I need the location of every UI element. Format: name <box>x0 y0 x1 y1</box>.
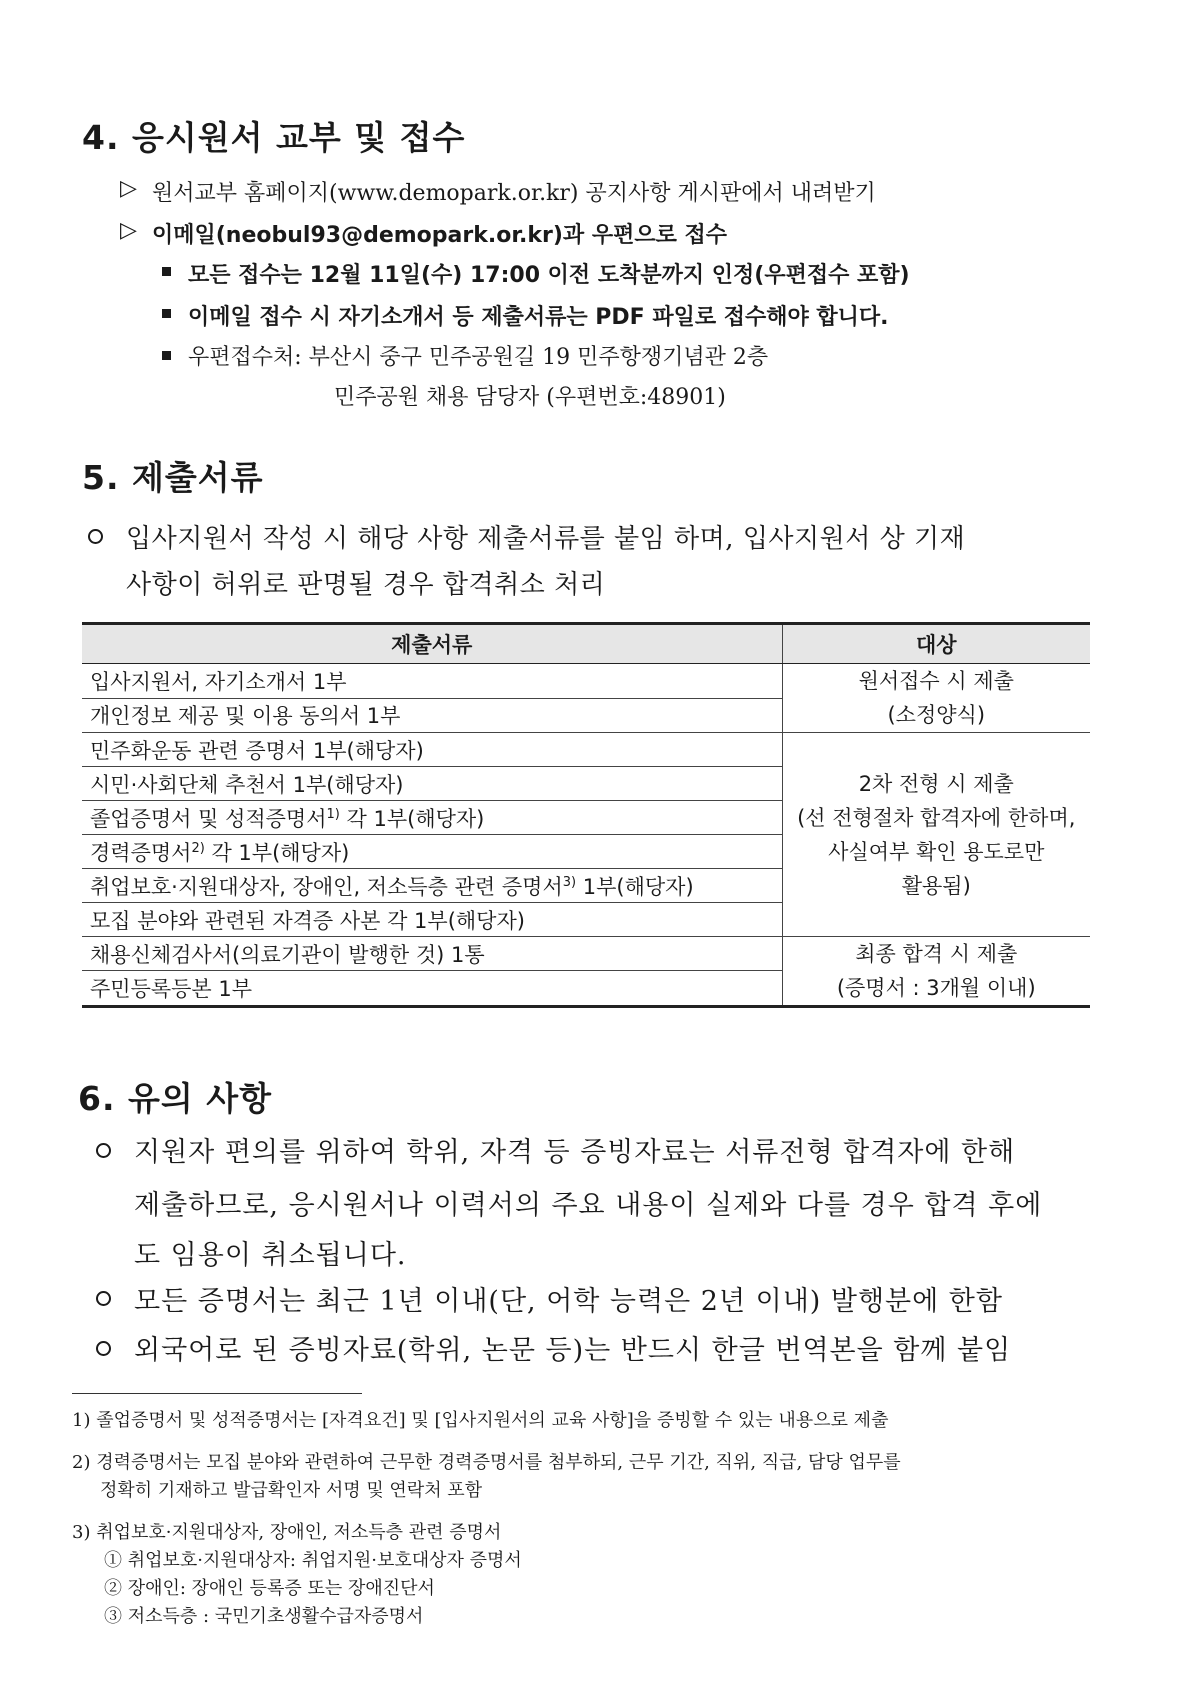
target-text: (소정양식) <box>887 703 986 727</box>
section6-item3: 외국어로 된 증빙자료(학위, 논문 등)는 반드시 한글 번역본을 함께 붙임 <box>134 1335 1012 1366</box>
table-cell-document <box>82 835 782 869</box>
section6-item1-line3: 도 임용이 취소됩니다. <box>134 1240 407 1271</box>
target-text: 활용됨) <box>901 873 971 898</box>
section4-bullet3: 우편접수처: 부산시 중구 민주공원길 19 민주항쟁기념관 2층 <box>188 345 769 370</box>
document-name-tail: 각 1부(해당자) <box>204 840 350 865</box>
table-cell-target <box>782 733 1090 937</box>
section4-bullet2: 이메일 접수 시 자기소개서 등 제출서류는 PDF 파일로 접수해야 합니다. <box>188 305 889 330</box>
table-cell-document <box>82 801 782 835</box>
target-text: 최종 합격 시 제출 <box>855 942 1018 966</box>
section4-line2: 이메일(neobul93@demopark.or.kr)과 우편으로 접수 <box>152 223 728 248</box>
footnote-1: 1) 졸업증명서 및 성적증명서는 [자격요건] 및 [입사지원서의 교육 사항]을 증빙할 수 있는 내용으로 제출 <box>72 1410 889 1431</box>
target-text: (증명서 : 3개월 이내) <box>836 976 1036 1000</box>
section6-item2: 모든 증명서는 최근 1년 이내(단, 어학 능력은 2년 이내) 발행분에 한함 <box>134 1286 1003 1317</box>
section4-title: 4. 응시원서 교부 및 접수 <box>82 118 466 157</box>
section5-intro-line1: 입사지원서 작성 시 해당 사항 제출서류를 붙임 하며, 입사지원서 상 기재 <box>126 524 966 554</box>
footnote-ref: 3) <box>562 874 577 890</box>
square-bullet-icon <box>162 351 171 360</box>
target-text: (선 전형절차 합격자에 한하며, <box>797 805 1076 830</box>
arrow-icon: ▷ <box>120 176 137 201</box>
footnote-ref: 1) <box>326 806 340 822</box>
footnote-3: 3) 취업보호·지원대상자, 장애인, 저소득층 관련 증명서 <box>72 1522 502 1543</box>
footnote-3a: ① 취업보호·지원대상자: 취업지원·보호대상자 증명서 <box>104 1550 522 1571</box>
footnote-3b: ② 장애인: 장애인 등록증 또는 장애진단서 <box>104 1578 435 1599</box>
table-header-cell: 제출서류 <box>82 624 782 664</box>
document-name: 경력증명서 <box>90 840 192 865</box>
footnote-3c: ③ 저소득층 : 국민기초생활수급자증명서 <box>104 1606 424 1627</box>
table-row <box>82 664 1090 699</box>
footnote-ref: 2) <box>191 840 205 856</box>
table-cell-document: 입사지원서, 자기소개서 1부 <box>82 664 782 699</box>
document-name-tail: 1부(해당자) <box>576 874 694 899</box>
table-row <box>82 937 1090 971</box>
section4-bullet3-cont: 민주공원 채용 담당자 (우편번호:48901) <box>334 385 726 410</box>
section5-intro-line2: 사항이 허위로 판명될 경우 합격취소 처리 <box>126 570 606 600</box>
table-cell-document: 민주화운동 관련 증명서 1부(해당자) <box>82 733 782 767</box>
table-cell-target <box>782 937 1090 1007</box>
table-cell-document: 개인정보 제공 및 이용 동의서 1부 <box>82 698 782 733</box>
table-cell-document: 시민·사회단체 추천서 1부(해당자) <box>82 767 782 801</box>
target-text: 사실여부 확인 용도로만 <box>828 839 1045 864</box>
arrow-icon: ▷ <box>120 218 137 243</box>
section6-item1-line1: 지원자 편의를 위하여 학위, 자격 등 증빙자료는 서류전형 합격자에 한해 <box>134 1137 1016 1168</box>
table-cell-target <box>782 664 1090 733</box>
square-bullet-icon <box>162 267 171 276</box>
circle-bullet-icon <box>88 529 103 544</box>
table-cell-document <box>82 869 782 903</box>
table-row <box>82 733 1090 767</box>
section6-title: 6. 유의 사항 <box>78 1079 272 1118</box>
footnote-2-line1: 2) 경력증명서는 모집 분야와 관련하여 근무한 경력증명서를 첨부하되, 근무 기간, 직위, 직급, 담당 업무를 <box>72 1452 901 1473</box>
circle-bullet-icon <box>96 1143 111 1158</box>
section5-title: 5. 제출서류 <box>82 458 264 497</box>
circle-bullet-icon <box>96 1341 111 1356</box>
documents-table <box>82 622 1090 1008</box>
section4-line1: 원서교부 홈페이지(www.demopark.or.kr) 공지사항 게시판에서 내려받기 <box>152 181 876 206</box>
table-header-cell: 대상 <box>782 624 1090 664</box>
table-header-row <box>82 624 1090 664</box>
document-name-tail: 각 1부(해당자) <box>339 806 485 831</box>
document-name: 취업보호·지원대상자, 장애인, 저소득층 관련 증명서 <box>90 874 563 899</box>
table-cell-document: 모집 분야와 관련된 자격증 사본 각 1부(해당자) <box>82 903 782 937</box>
square-bullet-icon <box>162 309 171 318</box>
table-cell-document: 주민등록등본 1부 <box>82 971 782 1007</box>
target-text: 원서접수 시 제출 <box>858 669 1014 693</box>
table-cell-document: 채용신체검사서(의료기관이 발행한 것) 1통 <box>82 937 782 971</box>
target-text: 2차 전형 시 제출 <box>858 771 1014 796</box>
circle-bullet-icon <box>96 1291 111 1306</box>
footnote-2-line2: 정확히 기재하고 발급확인자 서명 및 연락처 포함 <box>100 1480 483 1501</box>
section4-bullet1: 모든 접수는 12월 11일(수) 17:00 이전 도착분까지 인정(우편접수 포함) <box>188 263 910 288</box>
footnote-divider <box>72 1393 362 1394</box>
section6-item1-line2: 제출하므로, 응시원서나 이력서의 주요 내용이 실제와 다를 경우 합격 후에 <box>134 1190 1043 1221</box>
document-name: 졸업증명서 및 성적증명서 <box>90 806 327 831</box>
